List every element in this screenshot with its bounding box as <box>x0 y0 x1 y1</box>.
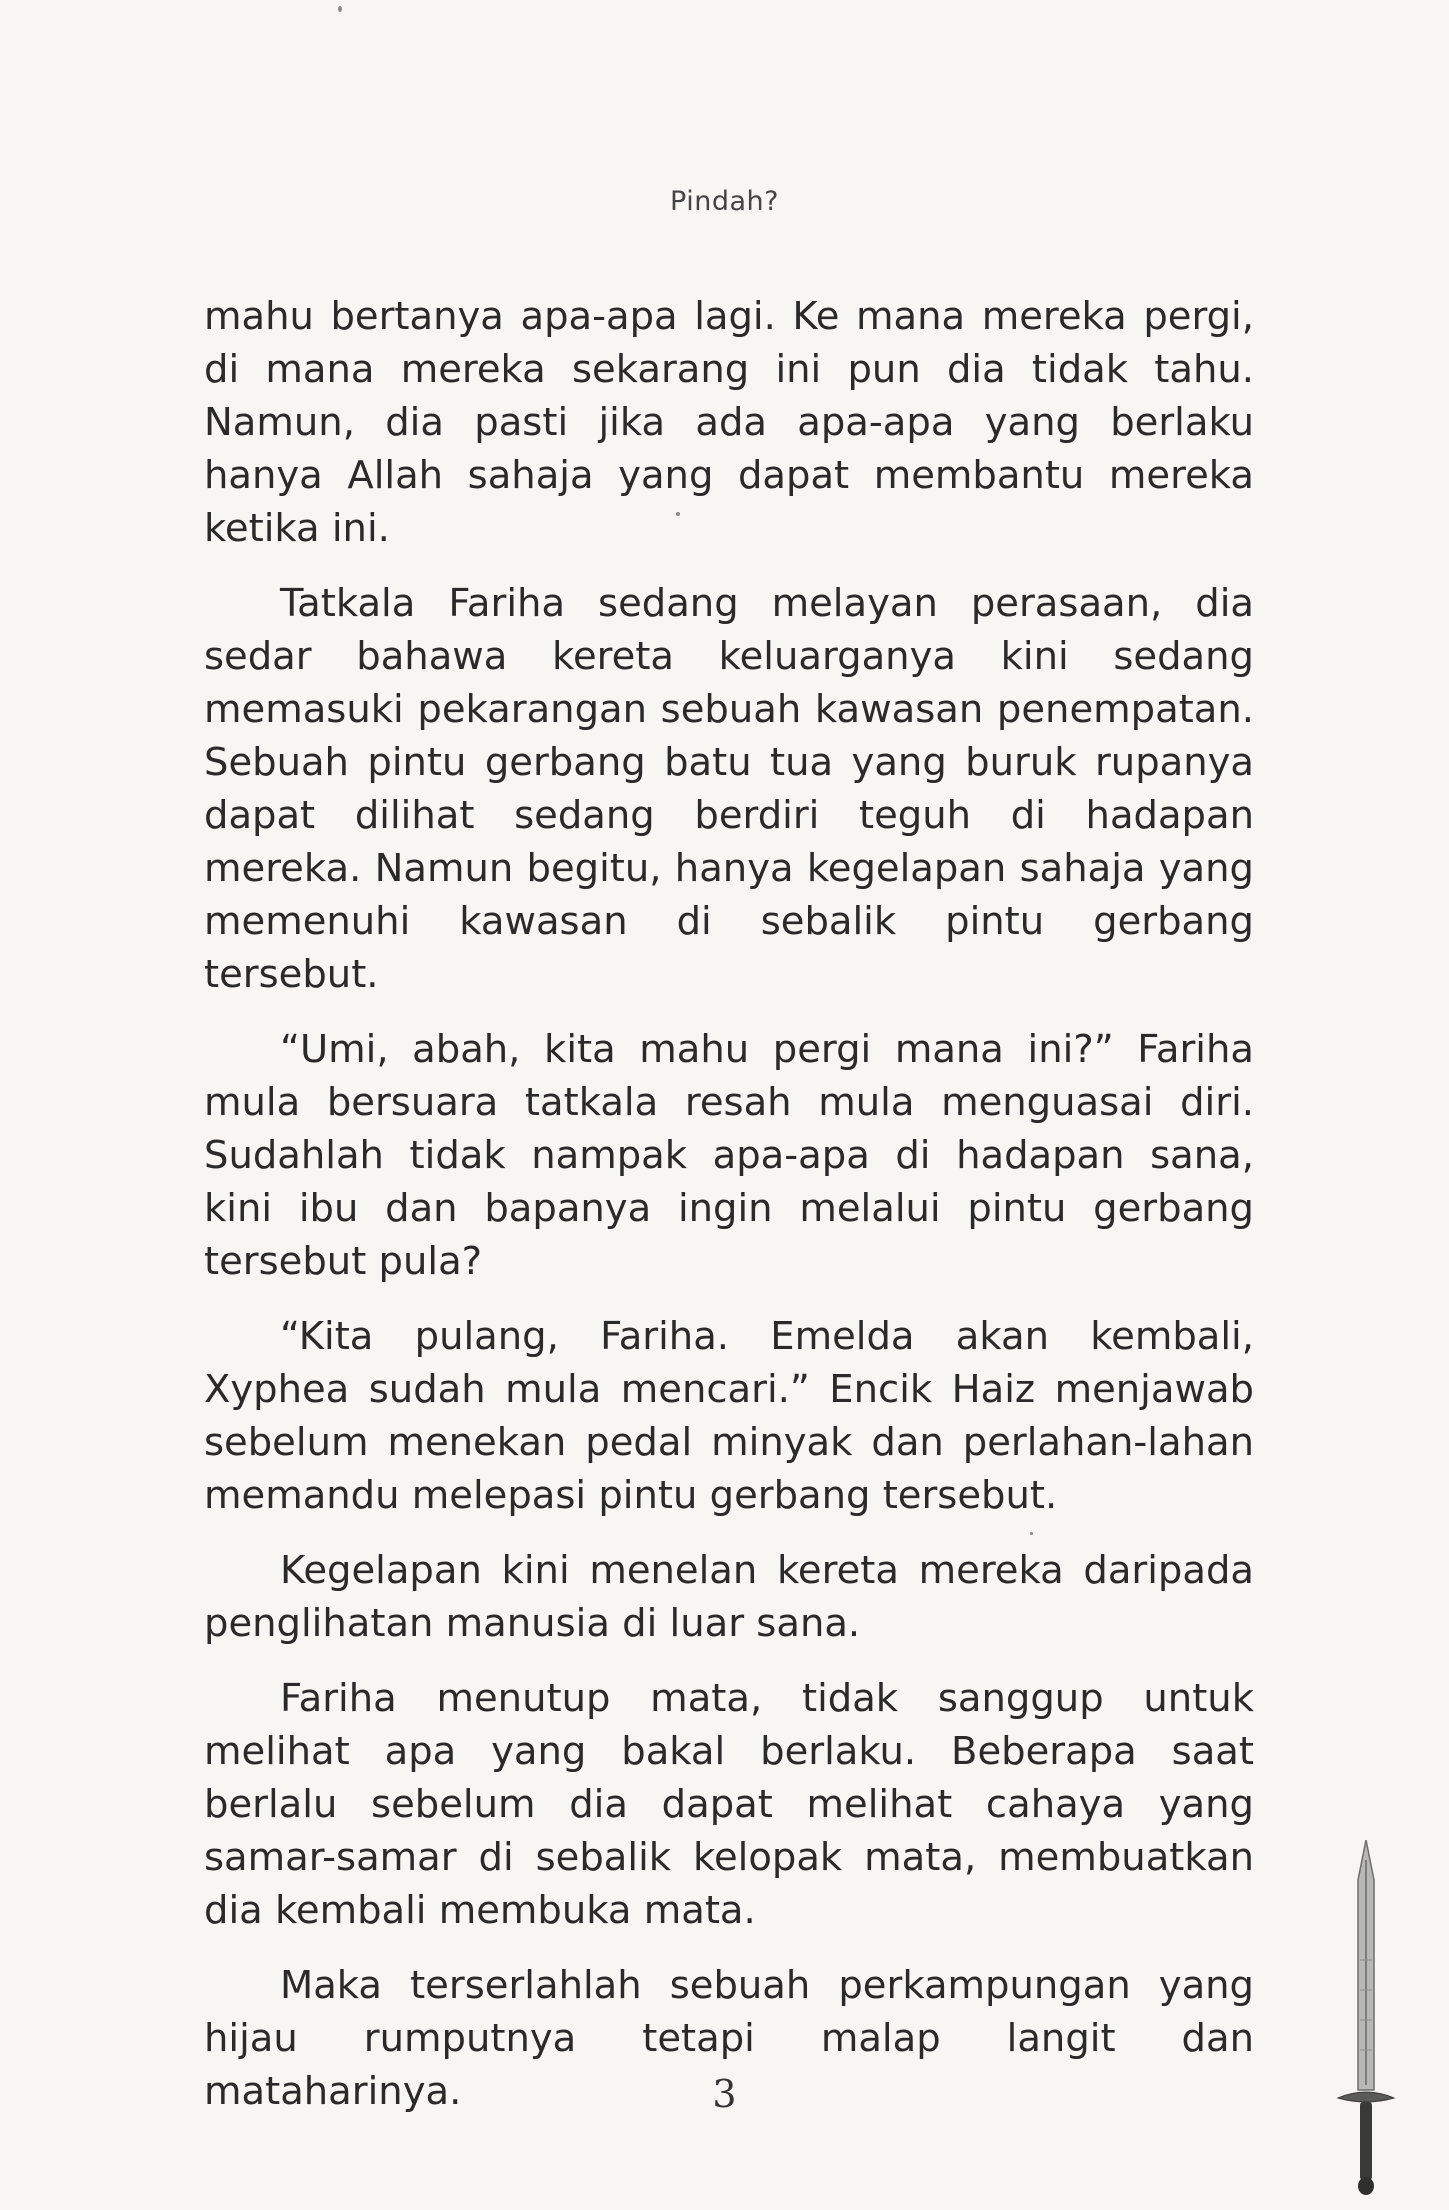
paragraph-2: Tatkala Fariha sedang melayan perasaan, dia sedar bahawa kereta keluarganya kini sedang memasuki pekarangan sebuah kawasan penempatan. Sebuah pintu gerbang batu tua yang buruk rupanya dapat dilihat sedang berdiri teguh di hadapan mereka. Namun begitu, hanya kegelapan sahaja yang memenuhi kawasan di sebalik pintu gerbang tersebut. <box>204 581 1254 997</box>
paragraph-6: Fariha menutup mata, tidak sanggup untuk melihat apa yang bakal berlaku. Beberapa saat berlalu sebelum dia dapat melihat cahaya yang samar-samar di sebalik kelopak mata, membuatkan dia kembali membuka mata. <box>204 1676 1254 1933</box>
running-header: Pindah? <box>670 186 779 217</box>
paragraph-1: mahu bertanya apa-apa lagi. Ke mana mereka pergi, di mana mereka sekarang ini pun dia tidak tahu. Namun, dia pasti jika ada apa-apa yang berlaku hanya Allah sahaja yang dapat membantu mereka ketika ini. <box>204 294 1254 551</box>
sword-icon <box>1336 1840 1396 2200</box>
paper-speck <box>676 512 680 516</box>
paper-speck <box>1030 1532 1033 1535</box>
paper-speck <box>338 6 342 12</box>
paragraph-5: Kegelapan kini menelan kereta mereka daripada penglihatan manusia di luar sana. <box>204 1548 1254 1646</box>
body-text <box>204 290 1254 2140</box>
paragraph-4: “Kita pulang, Fariha. Emelda akan kembali, Xyphea sudah mula mencari.” Encik Haiz menjawab sebelum menekan pedal minyak dan perlahan-lahan memandu melepasi pintu gerbang tersebut. <box>204 1314 1254 1518</box>
paragraph-3: “Umi, abah, kita mahu pergi mana ini?” Fariha mula bersuara tatkala resah mula menguasai diri. Sudahlah tidak nampak apa-apa di hadapan sana, kini ibu dan bapanya ingin melalui pintu gerbang tersebut pula? <box>204 1027 1254 1284</box>
paragraph-7: Maka terserlahlah sebuah perkampungan yang hijau rumputnya tetapi malap langit dan mataharinya. <box>204 1963 1254 2114</box>
page-number: 3 <box>712 2072 737 2116</box>
